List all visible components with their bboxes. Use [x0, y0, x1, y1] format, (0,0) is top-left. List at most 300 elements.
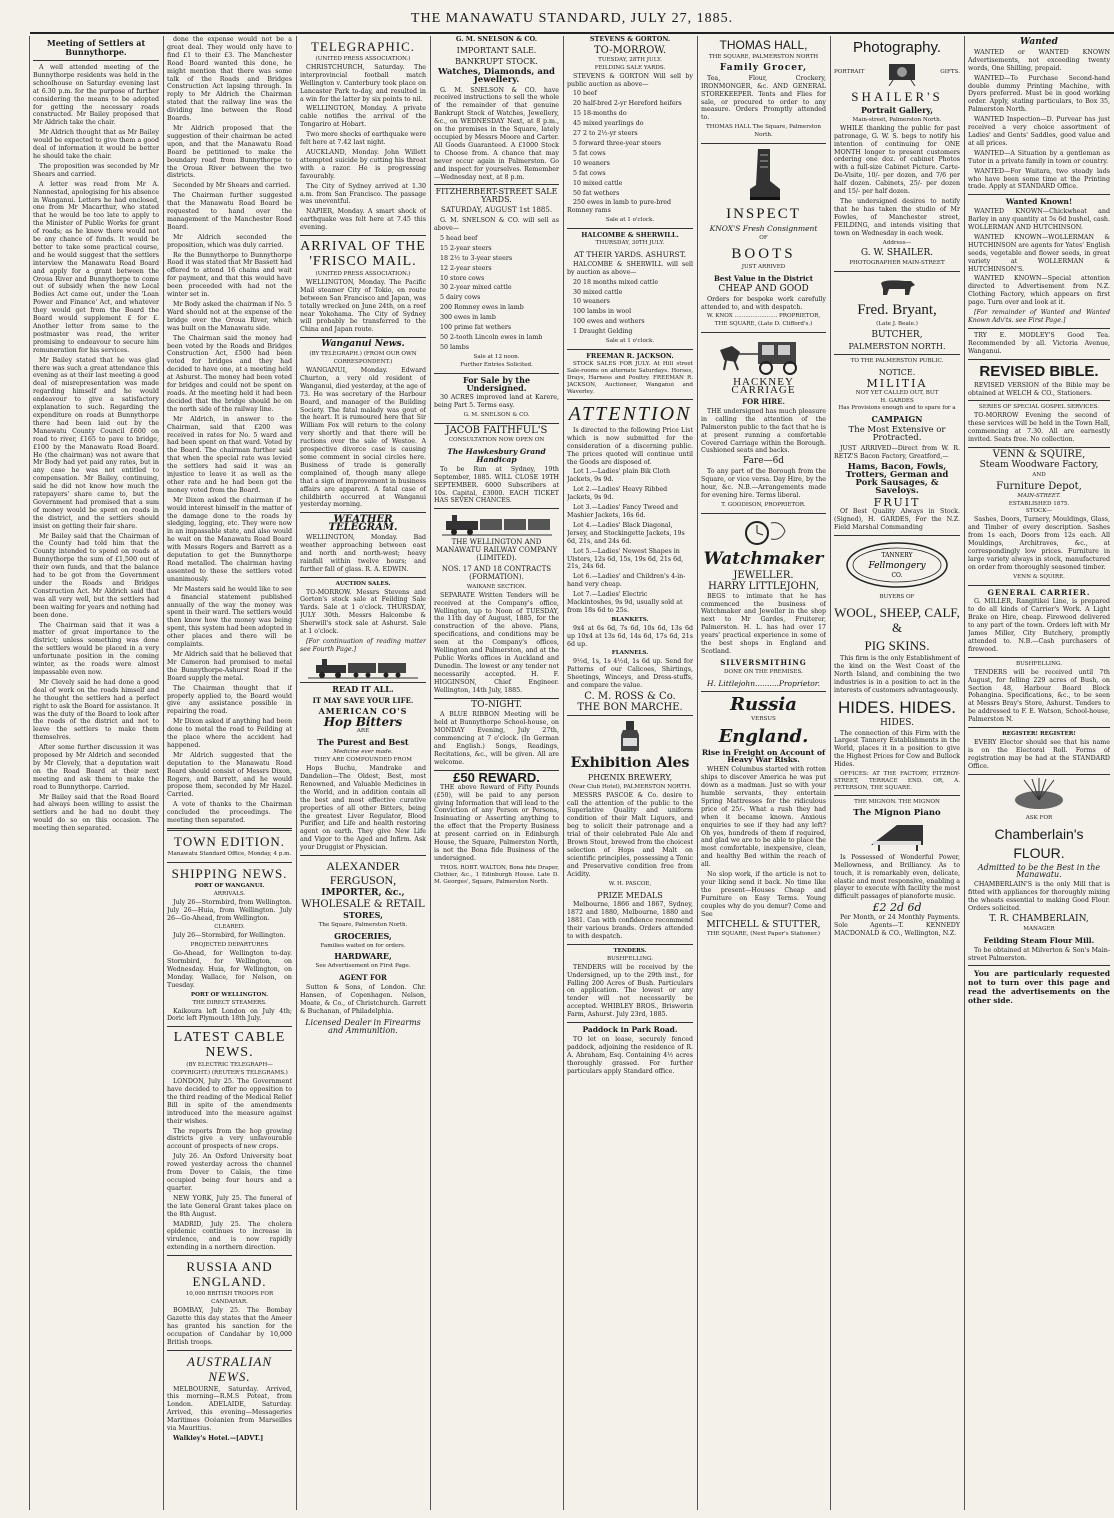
chamberlain-text: CHAMBERLAIN'S is the only Mill that is fitted with appliances for thoroughly mixing the wheats essential to making Good Flour. Orders solicited. [968, 881, 1110, 913]
paragraph: Re the Bunnythorpe to Bunnythorpe Road it was stated that Mr Bassett had offered to attend 16 chains and wait for payment, and that this would have been proceeded with had not the winter set in. [167, 251, 292, 299]
frisco-sub: (UNITED PRESS ASSOCIATION.) [315, 271, 411, 278]
list-item: 200 Romney ewes in lamb [440, 304, 524, 312]
tannery-seal-text: TANNERY [881, 552, 913, 560]
offices-text: OFFICES: AT THE FACTORY, FITZROY-STREET, TERRACE END. OR, A. PETERSON, THE SQUARE. [834, 771, 960, 792]
campaign-label: CAMPAIGN [871, 414, 923, 425]
hams-line: Hams, Bacon, Fowls, Trotters, German and Pork Sausages, & Saveloys. [845, 461, 949, 496]
list-item: Lot 3.—Ladies' Fancy Tweed and Mashier Jackets, 16s 6d. [567, 504, 679, 519]
harry-text: BEGS to intimate that he has commenced the business of Watchmaker and Jeweller in the shop next to Mr Gardes, Fruiterer, Palmerston. H. L. has had over 17 years' practical experience in some of the best shops in England and Scotland. [701, 592, 826, 655]
railway-heading: THE WELLINGTON AND MANAWATU RAILWAY COMPANY (LIMITED). [435, 538, 558, 563]
column-rule [29, 36, 30, 1510]
bush-heading: BUSHFELLING. [1015, 660, 1063, 667]
telegraphic-body [300, 64, 426, 232]
series-text: TO-MORROW Evening the second of these services will be held in the Town Hall, commencing at 7.30. All are earnestly invited. Seats free. No collection. [968, 412, 1110, 444]
cheap-good: CHEAP AND GOOD [718, 283, 809, 294]
groceries-label: GROCERIES, [334, 930, 392, 941]
direct-text: Kaikoura left London on July 4th; Doric left Plymouth 18th July. [167, 1007, 292, 1023]
medicine-line: Medicine ever made. [333, 749, 393, 756]
fitz-further: Further Entries Solicited. [460, 361, 533, 368]
contracts-heading: NOS. 17 AND 18 CONTRACTS (FORMATION). [441, 565, 552, 581]
paragraph: Mr Aldrich, in answer to the Chairman, said that £200 was received in rates for No. 5 ward and had been spent on that ward. Voted by the Board. The chairman further said that when the special rate was levied the settlers had said it was an injustice to leave it as well as the other rate and he had been got the money voted from the Board. [167, 415, 292, 494]
mignon-text: Is Possessed of Wonderful Power, Mellowness, and Brilliancy. As to touch, it is remarkably even, delicate, elastic and most responsive, enabling a player to execute with facility the most difficult passages of pianoforte music. [834, 853, 960, 901]
hides-text: The connection of this Firm with the Largest Tannery Establishments in the World, places it in a position to give the Highest Prices for Cow and Bullock Hides. [834, 729, 960, 769]
butcher-label: BUTCHER, [871, 330, 923, 341]
tenders-text: TENDERS will be received by the Undersigned, up to the 29th inst., for Falling 200 Acres of Bush. Particulars on application. The lowest or any tender will not necessarily be accepted. WHIBLEY BROS., Briswerin Farm, Ashurst. July 23rd, 1885. [567, 963, 693, 1019]
wheat-engraving [1004, 778, 1074, 812]
list-item: 30 mixed cattle [573, 288, 623, 296]
snelson-header: G. M. SNELSON & CO. [455, 36, 538, 43]
hides-heading: HIDES. HIDES. [837, 697, 957, 717]
photography-heading: Photography. [852, 39, 942, 56]
harry-name: HARRY LITTLEJOHN, [708, 580, 819, 592]
list-item: 45 mixed yearlings do [573, 120, 644, 128]
list-item: 10 weaners [573, 298, 610, 306]
australian-heading: AUSTRALIAN NEWS. [186, 1353, 273, 1384]
of-label: OF [759, 234, 768, 241]
inspect-heading: INSPECT [726, 206, 801, 223]
paragraph: NEW YORK, July 25. The funeral of the late General Grant takes place on the 8th August. [167, 1194, 292, 1218]
shipping-heading: SHIPPING NEWS. [171, 865, 288, 881]
list-item: 5 fat cows [573, 149, 606, 157]
feilding-yards: FEILDING SALE YARDS. [594, 64, 666, 71]
bankrupt-stock: BANKRUPT STOCK. [455, 56, 538, 66]
wanted-known-heading: Wanted Known! [1005, 197, 1073, 207]
watch-engraving [741, 517, 787, 547]
wanted-known-list [968, 208, 1110, 307]
hs-text: HALCOMBE & SHERWILL will sell by auction as above— [567, 260, 693, 276]
column-rule [830, 36, 831, 1510]
just-arrived: JUST ARRIVED [741, 263, 786, 270]
best-value: Best Value in the District [713, 273, 814, 283]
wool-heading: WOOL, SHEEP, CALF, & [834, 605, 960, 636]
phoenix-brewery: PHŒNIX BREWERY, [587, 772, 673, 782]
fitz-list [434, 235, 559, 352]
paragraph: July 26. An Oxford University boat rowed yesterday across the channel from Dover to Calais, the time occupied being four hours and a quarter. [167, 1153, 292, 1192]
masthead: THE MANAWATU STANDARD, JULY 27, 1885. [30, 6, 1114, 34]
list-item: 18 2½ to 3-year steers [440, 254, 513, 262]
stevens-header: STEVENS & GORTON. [589, 36, 671, 43]
svg-text:Fellmongery: Fellmongery [868, 561, 926, 572]
thomas-hall-sign: THOMAS HALL The Square, Palmerston North. [705, 124, 822, 139]
carriage-engraving [714, 336, 814, 376]
port-heading: PORT OF WELLINGTON. [190, 991, 269, 998]
tannery-seal [842, 539, 952, 591]
pascoe-sign: W. H. PASCOE, [608, 880, 652, 887]
attention-heading: ATTENTION [568, 402, 692, 425]
bon-marche: THE BON MARCHE. [577, 701, 683, 713]
list-item: 27 2 to 2½-yr steers [573, 130, 638, 138]
for-hire: FOR HIRE. [742, 397, 785, 407]
continued-note: [For continuation of reading matter see Fourth Page.] [300, 638, 426, 653]
just-arrived-text: JUST ARRIVED—Direct from W. R. RETZ'S Bacon Factory, Greatford,— [834, 445, 960, 460]
telegraphic-sub: (UNITED PRESS ASSOCIATION.) [315, 56, 411, 62]
are-label: ARE [356, 728, 370, 735]
prize-text: Melbourne, 1866 and 1867, Sydney, 1872 and 1880, Melbourne, 1880 and 1881. Can with confidence recommend their various brands. Orders attended to with despatch. [567, 901, 693, 941]
camera-engraving [885, 58, 919, 86]
thomas-hall-address: THE SQUARE, PALMERSTON NORTH [708, 54, 819, 60]
fred-sub: (Late J. Beale.) [876, 321, 918, 328]
paragraph: The Chairman thought that if properly applied to, the Board would give any assistance possible in repairing the road. [167, 684, 292, 716]
hs-sale: Sale at 1 o'clock. [605, 338, 655, 345]
port-heading: PORT OF WANGANUI. [194, 882, 265, 889]
paragraph: The proposition was seconded by Mr Shears and carried. [33, 162, 159, 178]
list-item: Lot 6.—Ladies' and Children's 4-in-hand very cheap. [567, 573, 686, 589]
list-item: 5 forward three-year steers [573, 139, 662, 147]
paragraph: Mr Bailey said that the Chairman of the County had told him that the County intended to spend on roads at Bunnythorpe the sum of £1,500 out of their own funds, and that the balance had to be got from the Government under the Roads and Bridges Construction Act. Mr Aldrich said that was all very well, but the settlers had been waiting for years and nothing had been done. [33, 532, 159, 619]
paragraph: The Chairman said that it was a matter of great importance to the district; unless something was done the settlers would be placed in a very unfortunate position in the coming winter, as the roads were almost impassable even now. [33, 621, 159, 676]
list-item: 15 18-months do [573, 110, 627, 118]
projected-text: Go-Ahead, for Wellington to-day. Stormbird, for Wellington, on Wednesday. Huia, for Wellington, on Monday. Wallace, for Nelson, on Tuesday. [167, 950, 292, 989]
list-item: 1 Draught Gelding [573, 328, 633, 336]
wanted-heading: Wanted [1020, 37, 1058, 47]
stock-label: STOCK— [1025, 508, 1053, 515]
obtained-line: To be obtained at Milverton & Son's Main-street Palmerston. [968, 946, 1110, 962]
list-item: 5 dairy cows [440, 294, 481, 302]
paragraph: Mr Dixon asked if anything had been done to metal the road to Feilding at the place where the accident had happened. [167, 718, 292, 749]
wanganui-sub: (BY TELEGRAPH.) (FROM OUR OWN CORRESPONDENT.) [309, 351, 417, 366]
gifts-label: GIFTS. [940, 68, 960, 75]
pascoe-text: MESSRS PASCOE & Co. desire to call the attention of the public to the Superlative Quality and uniform condition of their Malt Liquors, and beg to solicit their patronage and a trial of their celebrated Pale Ale and Brown Stout, brewed from the choicest selection of Hops and Malt on scientific principles, possessing a Tonic and Preservative condition free from Acidity. [567, 791, 693, 878]
hs-list [567, 279, 693, 336]
paragraph: Mr Bailey said that the Road Board had always been willing to assist the settlers and he had no doubt they would do so on this occasion. The meeting then separated. [33, 793, 159, 833]
cleared-text: July 26—Stormbird, for Wellington. [173, 932, 286, 940]
wool-text: This firm is the only Establishment of the kind on the West Coast of the North Island, and combining the two industries is in a position to act in the interests of customers advantageously. [834, 655, 960, 694]
watchmaker-heading: Watchmaker [703, 548, 824, 569]
mignon-title: The Mignon Piano [853, 807, 941, 818]
gardes-text: Has Provisions enough and to spare for a [838, 405, 956, 412]
australian-text: MELBOURNE, Saturday. Arrived, this morning—R.M.S Poteat, from London. ADELAIDE, Saturday. Arrived, this evening—Messageries Maritimes Océanien from Marseilles via Mauritius. [167, 1385, 292, 1433]
fruit-text: Of Best Quality Always in Stock. (Signed), H. GARDES, For the N.Z. Field Marshal Commanding [834, 508, 960, 532]
town-edition-heading: TOWN EDITION. [174, 834, 285, 849]
series-heading: SERIES OF SPECIAL GOSPEL SERVICES. [978, 404, 1100, 411]
main-street: MAIN-STREET. [1017, 492, 1061, 499]
train-engraving [308, 657, 418, 679]
phoenix-sub: (Near Club Hotel), PALMERSTON NORTH. [568, 783, 692, 790]
jacob-title: The Hawkesbury Grand Handicap [447, 446, 546, 464]
ferguson-stores: STORES, [343, 909, 383, 920]
jacob-heading: JACOB FAITHFUL'S [445, 425, 548, 437]
hardware-label: HARDWARE, [334, 951, 392, 962]
paddock-text: TO let on lease, securely fenced paddock, adjoining the residence of R. A. Abraham, Esq. Containing 4½ acres thoroughly grassed. For further particulars apply Standard office. [567, 1036, 693, 1075]
frisco-text: WELLINGTON, Monday. The Pacific Mail steamer City of Tokio, en route between San Francisco and Japan, was totally wrecked on June 24th, on a reef near Yokohama. The City of Sydney will probably be transferred to the China and Japan route. [300, 278, 426, 334]
column-rule [697, 36, 698, 1510]
list-item: 50 fat wethers [573, 189, 620, 197]
jeweller-heading: JEWELLER. [733, 569, 794, 581]
reward-sign: THOS. ROBT. WALTON, Bona fide Draper, Clothier, &c., 1 Edinburgh House. Late D. M. Georges', Square, Palmerston North. [434, 864, 559, 885]
paragraph: The Chairman further suggested that the Manawatu Road Board be requested to hand over the management of the Manchester Road Board. [167, 192, 292, 231]
at-their-yards: AT THEIR YARDS. ASHURST. [574, 249, 686, 259]
russia-heading: Russia [730, 693, 797, 715]
wanganui-heading: Wanganui News. [321, 339, 405, 350]
flannels-label: FLANNELS. [611, 650, 649, 657]
freeman-header: FREEMAN R. JACKSON. [586, 352, 674, 360]
sg-list [567, 90, 693, 215]
paragraph: A letter was read from Mr A. Nannestad, apologising for his absence in Wanganui. Letters he had enclosed, one from Mr Macarthur, who stated that he would be too late to apply to the Minister of Public Works for grant of roads; as he knew there would not be any chance of funds. It would be better to take some practical course, and he would suggest that the settlers interview the Manawatu Road Board and apply for a grant between the Oroua River and Bunnythorpe to come out of subsidy when the new Local Bodies Act came out, under the 'Loan Power and Finance' Act, and whatever they would get from the Board the Board would supplement £ for £. Another letter from same to the postmaster was read, the writer promising to endeavour to secure him remuneration for his services. [33, 180, 159, 354]
fruit-heading: FRUIT [873, 495, 921, 509]
knox-line: KNOX'S Fresh Consignment [709, 224, 818, 234]
fitz-text: G. M. SNELSON & CO. will sell as above— [434, 217, 559, 233]
weather-text: WELLINGTON, Monday. Bad weather approaching between east and north and north-west; heavy rainfall within twelve hours; and further fall of glass. R. A. EDWIN. [300, 534, 426, 573]
list-item: 10 beef [573, 90, 597, 98]
paragraph: Mr Aldrich said that he believed that Mr Cameron had promised to metal the Bunnythorpe-Ashurst Road if the Board supply the metal. [167, 650, 292, 682]
paragraph: Two more shocks of earthquake were felt here at 7.42 last night. [300, 131, 426, 147]
advt-foot: Walkley's Hotel.—[ADVT.] [173, 1434, 264, 1442]
buyers-of: BUYERS OF [879, 594, 915, 601]
portrait-row [834, 58, 960, 86]
tuesday-line: TUESDAY, 28TH JULY. [598, 56, 662, 63]
hackney-heading: HACKNEY CARRIAGE [731, 376, 796, 397]
feilding-mill: Feilding Steam Flour Mill. [983, 935, 1095, 945]
watches-line: Watches, Diamonds, and Jewellery. [438, 66, 555, 85]
russia-text-2: No slop work, if the article is not to your liking send it back. No time like the present—Houses Cheap and Furniture on Easy Terms. Young couples why do you demur? Come and See [701, 871, 826, 918]
thomas-hall-text: Tea, Flour, Crockery, IRONMONGER, &c. AND GENERAL STOREKEEPER. Tents and Flies for sale, or procured to order to any measure. Orders Promptly attended to. [701, 74, 826, 122]
hackney-text: THE undersigned has much pleasure in calling the attention of the Palmerston public to the fact that he is at present running a comfortable Covered Carriage within the Borough. Cushioned seats and backs. [701, 407, 826, 455]
palmerston-label: PALMERSTON NORTH. [848, 342, 946, 352]
carrier-heading: GENERAL CARRIER. [987, 587, 1091, 597]
weather-heading: WEATHER TELEGRAM. [328, 514, 398, 534]
carrier-text: G. MILLER, Rangitikei Line, is prepared to do all kinds of Carrier's Work. A Light Brake on Hire, cheap. Firewood delivered to any part of the town. Orders left with Mr James Miller, City Butchery, promptly attended to. N.B.—Cash purchasers of firewood. [968, 598, 1110, 653]
paragraph: WANTED—A Situation by a gentleman as Tutor in a private family in town or country. [968, 149, 1110, 165]
cable-body [167, 1078, 292, 1252]
militia-heading: MILITIA [866, 376, 928, 390]
paragraph: done the expense would not be a great deal. They would only have to find £1 to their £3. The Manchester Road Board wanted this done, he might mention that there was some talk of the Roads and Bridges Construction Act lapsing through. In reply to Mr Aldrich the Chairman stated that the railway line was the dividing line between the Road Boards. [167, 36, 292, 123]
list-item: Lot 2.—Ladies' Heavy Ribbed Jackets, 9s 9d. [567, 486, 668, 502]
list-item: 100 prime fat wethers [440, 324, 512, 332]
paragraph: WANTED—To Purchase Second-hand double dummy Printing Machine, with Dyers preferred. Must be in good working order. Apply, stating particulars, to Box 35, Palmerston North. [968, 74, 1110, 114]
russia-text: WHEN Columbus started with rotten ships to discover America he was put down as a madman. Just so with your humble servants, they entertain Spring Mattresses for the ridiculous price of 25/-. What a rush they had when it became known. Anxious enquiries to see if they had any left? Oh yes, hundreds of them if required, and glad we are to be able to place the most comfortable, inexpensive, clean, and healthy Bed within the reach of all. [701, 766, 826, 869]
ferguson-address: The Square, Palmerston North. [318, 921, 408, 928]
paragraph: Mr Aldrich thought that as Mr Bailey would be expected to give them a good deal of information it would be better he should take the chair. [33, 129, 159, 160]
paragraph: Mr Aldrich seconded the proposition, which was duly carried. [167, 233, 292, 249]
blankets-label: BLANKETS. [611, 616, 649, 623]
notice-label: NOTICE. [878, 367, 916, 377]
acres-text: 30 ACRES improved land at Karere, being Part 5. Terms easy. [434, 394, 559, 410]
venn-text: Sashes, Doors, Turnery, Mouldings, Glass, and Timber of every description. Sashes from 1s each, Doors from 12s each. All Mouldings, Architraves, &c., at correspondingly low prices. Furniture in large variety always in stock, manufactured on order from thoroughly seasoned timber. [968, 516, 1110, 571]
not-yet-line: NOT YET CALLED OUT, BUT [855, 389, 939, 396]
shailer-text: WHILE thanking the public for past patronage, G. W. S. begs to notify his intention of continuing for ONE MONTH longer to present customers ordering one doz. of cabinet Photos with a full-size Cabinet Picture. Carte-De-Visite, 10/- per dozen, and 7/6 per half dozen. Cabinets, 25/- per dozen and 15/- per half dozen. [834, 124, 960, 196]
column-rule [430, 36, 431, 1510]
hides-sub: HIDES. [880, 717, 914, 728]
list-item: Lot 5.—Ladies' Newest Shapes in Ulsters, 12s 6d, 15s, 19s 6d, 21s 6d, 21s, 24s 6d. [567, 547, 684, 571]
register-text: EVERY Elector should see that his name is on the Electoral Roll. Forms of registration may be had at the STANDARD Office. [968, 738, 1110, 770]
list-item: 300 ewes in lamb [440, 314, 496, 322]
list-item: 250 ewes in lamb to pure-bred Romney rams [567, 199, 672, 215]
exhibition-ales: Exhibition Ales [570, 754, 690, 771]
paragraph: MADRID, July 25. The cholera epidemic continues to increase in virulence, and is now rapidly extending in a northern direction. [167, 1220, 292, 1252]
sg-text: STEVENS & GORTON Will sell by public auction as above— [567, 72, 693, 88]
hop-bitters: Hop Bitters [323, 714, 403, 729]
column-1 [33, 36, 159, 1510]
cable-heading: LATEST CABLE NEWS. [173, 1030, 286, 1061]
paragraph: The Chairman said the money had been voted by the Roads and Bridges Construction Act, £500 had been voted for bridges and they had decided to have one, at a meeting held at Ashurst. The money had been voted for bridges and could not be spent on roads. At the meeting held it had been decided that the bridge should be on the north side of the railway line. [167, 334, 292, 413]
fred-bryant: Fred. Bryant, [857, 302, 937, 319]
halcombe-header: HALCOMBE & SHERWILL. [581, 231, 679, 240]
article-body [167, 36, 292, 825]
particular-note: You are particularly requested not to turn over this page and read the advertisements on the other side. [968, 969, 1110, 1006]
family-grocer: Family Grocer, [719, 62, 808, 73]
venn-name: VENN & SQUIRE, [992, 448, 1086, 460]
train-engraving [442, 512, 552, 536]
paragraph: Mr Masters said he would like to see a financial statement published annually of the way the money was spent in their ward. The settlers would then know how the money was being spent, this system had been adopted in other places and there will be complaints. [167, 585, 292, 649]
list-item: 5 fat cows [573, 169, 606, 177]
ox-engraving [875, 275, 919, 299]
list-item: 12 2-year steers [440, 264, 492, 272]
blankets-text: 9x4 at 6s 6d, 7s 6d, 10s 6d, 13s 6d up 10x4 at 13s 6d, 14s 6d, 17s 6d, 21s 6d up. [567, 624, 693, 648]
list-item: 50 2-tooth Lincoln ewes in lamb [440, 334, 543, 341]
portrait-label: PORTRAIT [834, 68, 865, 75]
mitchell-address: THE SQUARE, (Next Paper's Stationer.) [706, 931, 821, 938]
mignon-header: THE MIGNON. THE MIGNON [854, 799, 940, 806]
ferguson-wholesale: WHOLESALE & RETAIL [301, 898, 425, 910]
paragraph: WANTED KNOWN—WOLLERMAN & HUTCHINSON are agents for Yates' English seeds, vegetable and flower seeds, in great variety at WOLLERMAN & HUTCHINSON'S. [968, 233, 1110, 273]
thomas-hall-name: THOMAS HALL, [719, 38, 808, 52]
column-7 [834, 36, 960, 1510]
list-item: 100 lambs in wool [573, 308, 632, 316]
mignon-price: £2 2d 6d [872, 901, 922, 915]
freeman-text: STOCK SALES FOR JULY. At Hill street Sale-rooms on alternate Saturdays. Horses, Drays, Harness and Poultry. FREEMAN R. JACKSON, Auctioneer, Wanganui and Waverley. [567, 360, 693, 395]
portrait-gallery: Portrait Gallery, [860, 105, 934, 115]
shailer-heading: SHAILER'S [851, 89, 943, 104]
licensed-line: Licensed Dealer in Firearms and Ammunition. [305, 1017, 421, 1035]
direct-label: THE DIRECT STEAMERS. [192, 999, 267, 1006]
attention-text: Is directed to the following Price List which is now submitted for the consideration of a discerning public. The prices quoted will continue until the Goods are disposed of. [567, 426, 693, 466]
column-rule [563, 36, 564, 1510]
tonight-text: A BLUE RIBBON Meeting will be held at Bunnythorpe School-house, on MONDAY Evening, July 27th, commencing at 7 o'clock. (In German and English.) Songs, Readings, Recitations, &c., will be given. All are welcome. [434, 711, 559, 766]
paragraph: The reports from the hop growing districts give a very unfavourable account of prospects of new crops. [167, 1127, 292, 1151]
auction-text: TO-MORROW. Messrs Stevens and Gorton's stock sale at Feilding Sale Yards. Sale at 1 o'clock. THURSDAY, JULY 30th. Messrs Halcombe & Sherwill's stock sale at Ashurst. Sale at 1 o'clock. [300, 588, 426, 636]
sg-sale: Sale at 1 o'clock. [605, 217, 655, 224]
boot-engraving [744, 147, 784, 203]
steam-factory: Steam Woodware Factory, [979, 459, 1099, 470]
column-5 [567, 36, 693, 1510]
paragraph: WANTED Inspection—D. Purvear has just received a very choice assortment of Ladies' and Gents' Saddles, good value and at all prices. [968, 116, 1110, 147]
paragraph: WANTED—For Waitara, two steady lads who have been some time at the Printing trade. Apply at STANDARD Office. [968, 167, 1110, 191]
column-rule [964, 36, 965, 1510]
gardes-name: H. GARDES [880, 397, 914, 404]
list-item: 15 2-year steers [440, 244, 492, 252]
paragraph: Mr Clevely said he had done a good deal of work on the roads himself and he thought the settlers had a perfect right to ask the Board for assistance. It was the duty of the Board to look after the roads of the district and not to leave the settlers to make them themselves. [33, 678, 159, 742]
purest-best: The Purest and Best [317, 737, 409, 748]
ask-for: ASK FOR [1025, 814, 1053, 821]
bushfelling-label: BUSHFELLING. [606, 955, 654, 962]
rise-freight: Rise in Freight on Account of Heavy War Risks. [701, 747, 826, 765]
paragraph: LONDON, July 25. The Government have decided to offer no opposition to the third reading of the Medical Relief Bill in spite of the amendments introduced into the measure against their wishes. [167, 1078, 292, 1125]
ferguson-importer: IMPORTER, &c., [321, 888, 405, 899]
paddock-heading: Paddock in Park Road. [582, 1025, 678, 1035]
column-2 [167, 36, 292, 1510]
russia-sub: 10,000 BRITISH TROOPS FOR CANDAHAR. [185, 1291, 274, 1306]
fare-text: To any part of the Borough from the Square, or vice versa. Day Hire, by the hour, &c. N.B.—Arrangements made for evening hire. Terms liberal. [701, 468, 826, 499]
register-heading: REGISTER! REGISTER! [1002, 731, 1076, 738]
admitted-line: Admitted to be the Best in the Manawatu. [977, 862, 1101, 880]
paragraph: The City of Sydney arrived at 1.30 a.m. from San Francisco. The passage was uneventful. [300, 182, 426, 206]
remainder-note: [For remainder of Wanted and Wanted Known Adv'ts. see First Page.] [968, 309, 1110, 324]
ferguson-name: ALEXANDER FERGUSON, [326, 859, 400, 888]
list-item: 50 lambs [440, 343, 470, 351]
bible-heading: REVISED BIBLE. [979, 362, 1099, 380]
venn-sign: VENN & SQUIRE. [1013, 573, 1065, 580]
auction-heading: AUCTION SALES. [335, 580, 391, 587]
telegraphic-heading: TELEGRAPHIC. [310, 39, 416, 54]
mignon-price-text: Per Month, or 24 Monthly Payments. Sole Agents—T. KENNEDY MACDONALD & CO., Wellington, N.Z. [834, 914, 960, 937]
photographer-line: PHOTOGRAPHER MAIN-STREET [849, 260, 945, 267]
tonight-heading: TO-NIGHT. [471, 699, 522, 710]
most-extensive: The Most Extensive or Protracted. [848, 425, 946, 444]
bible-text: REVISED VERSION of the Bible may be obtained at WELCH & CO., Stationers. [968, 381, 1110, 397]
silversmithing: SILVERSMITHING [720, 657, 807, 667]
article-body [33, 64, 159, 833]
versus-label: VERSUS [751, 715, 776, 722]
column-rule [163, 36, 164, 1510]
cable-sub: (BY ELECTRIC TELEGRAPH—COPYRIGHT.) (REUTER'S TELEGRAMS.) [171, 1062, 288, 1077]
list-item: 5 head beef [440, 234, 478, 242]
column-rule [296, 36, 297, 1510]
paragraph: Seconded by Mr Shears and carried. [173, 182, 291, 190]
list-item: Lot 1.—Ladies' plain Bik Cloth Jackets, 9s 9d. [567, 468, 671, 484]
paragraph: A vote of thanks to the Chairman concluded the proceedings. The meeting then separated. [167, 801, 292, 825]
arrivals-label: ARRIVALS. [213, 890, 246, 897]
agent-label: AGENT FOR [339, 973, 387, 983]
flour-heading: FLOUR. [1013, 844, 1065, 861]
frisco-heading: ARRIVAL OF THE 'FRISCO MAIL. [300, 239, 426, 270]
column-3 [300, 36, 426, 1510]
fitz-date: SATURDAY, AUGUST 1st 1885. [440, 206, 553, 215]
compounded-label: THEY ARE COMPOUNDED FROM [313, 757, 413, 764]
manager-label: MANAGER [1023, 925, 1055, 932]
paragraph: A well attended meeting of the Bunnythorpe residents was held in the schoolhouse on Saturday evening last at 6.30 p.m. for the purpose of further considering the means to be adopted for getting the necessary roads constructed. Mr Bailey proposed that Mr Aldrich take the chair. [33, 64, 159, 127]
reward-heading: £50 REWARD. [453, 769, 540, 785]
paragraph: WANTED or WANTED KNOWN Advertisements, not exceeding twenty words, One Shilling, prepaid. [968, 48, 1110, 72]
wanted-list [968, 49, 1110, 191]
paragraph: NAPIER, Monday. A smart shock of earthquake was felt here at 7.45 this evening. [300, 208, 426, 232]
pig-skins: PIG SKINS. [864, 638, 930, 654]
list-item: 20 18 months mixed cattle [573, 278, 659, 286]
arrivals-text: July 26—Stormbird, from Wellington. July 26—Huia, from Wellington. July 26—Go-Ahead, from Wellington. [167, 898, 292, 922]
silver-sign: H. Littlejohn..........Proprietor. [707, 678, 820, 688]
bottle-engraving [615, 719, 645, 753]
russia-heading: RUSSIA AND ENGLAND. [186, 1259, 273, 1290]
list-item: 10 mixed cattle [573, 179, 623, 187]
attention-list [567, 468, 693, 614]
mitchell-name: MITCHELL & STUTTER, [706, 919, 821, 930]
furniture-depot: Furniture Depot, [996, 480, 1082, 492]
tomorrow-heading: TO-MORROW. [593, 44, 667, 56]
gws-name: G. W. SHAILER. [860, 248, 934, 259]
fitz-heading: FITZHERBERT-STREET SALE YARDS. [435, 187, 558, 205]
snelson-text: G. M. SNELSON & CO. have received instructions to sell the whole of the remainder of that genuine Bankrupt Stock of Watches, Jewellery, &c., on WEDNESDAY Next, at 8 p.m., on the premises in the Square, lately occupied by Messrs Moore and Carter. All Goods Guaranteed. A £1000 Stock to Choose from. A chance that may never occur again in Palmerston. Go and inspect for yourselves. Remember—Wednesday next, at 8 p.m. [434, 86, 559, 181]
russia-text: BOMBAY, July 25. The Bombay Gazette this day states that the Ameer has granted his sanction for the occupation of Candahar by 10,000 British troops. [167, 1306, 292, 1346]
shailer-address: Main-street, Palmerston North. [852, 116, 942, 123]
established: ESTABLISHED 1875. [1008, 500, 1070, 507]
shailer-text-2: The undersigned desires to notify that he has taken the studio of Mr Fowles, of Manchester street, FEILDING, and intends visiting that town on Wednesday in each week. [834, 197, 960, 237]
knox-text: Orders for bespoke work carefully attended to, and with despatch. [701, 295, 826, 311]
paragraph: CHRISTCHURCH, Saturday. The interprovincial football match Wellington v. Canterbury took place on Lancaster Park to-day, and resulted in a win for the latter by six points to nil. [300, 63, 426, 103]
town-edition-sub: Manawatu Standard Office, Monday, 4 p.m. [167, 851, 292, 857]
column-4 [434, 36, 559, 1510]
and-label: AND [1032, 471, 1046, 478]
see-adv-line: See Advertisement on First Page. [315, 963, 411, 970]
tea-ad: TRY E. MODLEY'S Good Tea. Recommended by all. Victoria Avenue, Wanganui. [968, 331, 1110, 355]
important-sale: IMPORTANT SALE. [456, 45, 537, 55]
column-8 [968, 36, 1110, 1510]
flannels-text: 9½d, 1s, 1s 4½d, 1s 6d up. Send for Patterns of our Calicoes, Shirtings, Sheetings, Winceys, and Dress-stuffs, and compare the value. [567, 658, 693, 690]
list-item: 30 2-year mixed cattle [440, 284, 512, 292]
address-label: Address— [882, 239, 912, 246]
list-item: 10 store cows [440, 274, 485, 282]
list-item: Lot 7.—Ladies' Electric Mackintoshes, 9s 9d, usually sold at from 18s 6d to 25s. [567, 591, 683, 614]
paragraph: WANTED KNOWN—Special attention directed to Advertisement from N.Z. Clothing Factory, which appears on first page. Turn over and look at it. [968, 275, 1110, 307]
article-title: Meeting of Settlers at Bunnythorpe. [46, 38, 146, 57]
